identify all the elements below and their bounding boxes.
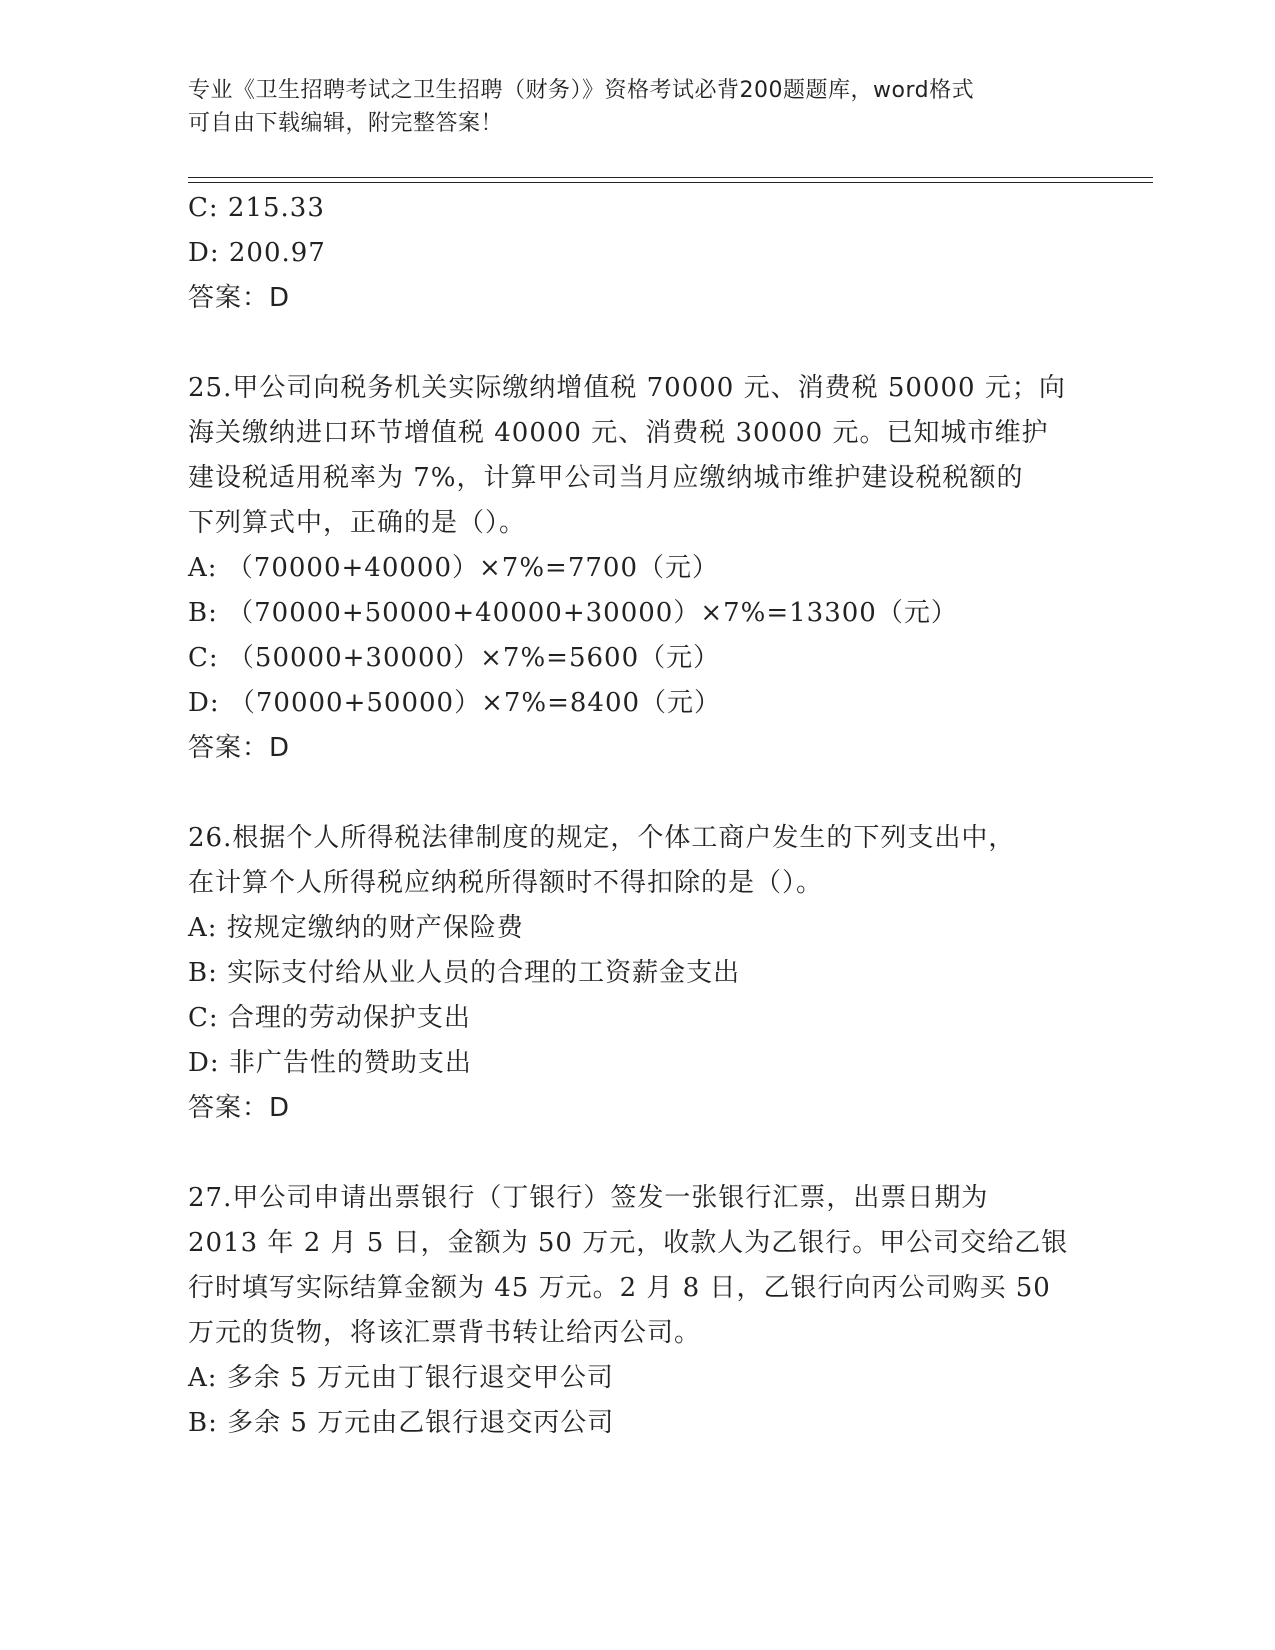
q26-stem-line-2: 在计算个人所得税应纳税所得额时不得扣除的是（）。 bbox=[188, 868, 824, 898]
document-header bbox=[188, 74, 1088, 140]
q26-option-c: C: 合理的劳动保护支出 bbox=[188, 1003, 471, 1033]
q25-option-d: D: （70000+50000）×7%=8400（元） bbox=[188, 688, 722, 718]
header-line-2: 可自由下载编辑，附完整答案！ bbox=[188, 111, 504, 136]
q26-stem-line-1: 26.根据个人所得税法律制度的规定，个体工商户发生的下列支出中， bbox=[188, 823, 1016, 853]
header-line-1: 专业《卫生招聘考试之卫生招聘（财务）》资格考试必背200题题库，word格式 bbox=[188, 78, 975, 103]
header-rule-bottom bbox=[188, 182, 1153, 183]
q26-answer: 答案：D bbox=[188, 1093, 291, 1123]
q26-option-d: D: 非广告性的赞助支出 bbox=[188, 1048, 472, 1078]
q27-option-b: B: 多余 5 万元由乙银行退交丙公司 bbox=[188, 1408, 615, 1438]
q26-option-a: A: 按规定缴纳的财产保险费 bbox=[188, 913, 524, 943]
q27-stem-line-4: 万元的货物，将该汇票背书转让给丙公司。 bbox=[188, 1318, 702, 1348]
q24-answer: 答案：D bbox=[188, 283, 291, 313]
q25-option-b: B: （70000+50000+40000+30000）×7%=13300（元） bbox=[188, 598, 958, 628]
q27-option-a: A: 多余 5 万元由丁银行退交甲公司 bbox=[188, 1363, 614, 1393]
q26-option-b: B: 实际支付给从业人员的合理的工资薪金支出 bbox=[188, 958, 741, 988]
q25-answer: 答案：D bbox=[188, 733, 291, 763]
q27-stem-line-1: 27.甲公司申请出票银行（丁银行）签发一张银行汇票，出票日期为 bbox=[188, 1183, 989, 1213]
q27-stem-line-2: 2013 年 2 月 5 日，金额为 50 万元，收款人为乙银行。甲公司交给乙银 bbox=[188, 1228, 1069, 1258]
q27-stem-line-3: 行时填写实际结算金额为 45 万元。2 月 8 日，乙银行向丙公司购买 50 bbox=[188, 1273, 1051, 1303]
q25-stem-line-1: 25.甲公司向税务机关实际缴纳增值税 70000 元、消费税 50000 元；向 bbox=[188, 373, 1066, 403]
q25-option-c: C: （50000+30000）×7%=5600（元） bbox=[188, 643, 721, 673]
q25-stem-line-4: 下列算式中，正确的是（）。 bbox=[188, 508, 527, 538]
q24-option-d: D: 200.97 bbox=[188, 238, 326, 268]
header-rule-top bbox=[188, 177, 1153, 178]
q24-option-c: C: 215.33 bbox=[188, 193, 325, 223]
q25-stem-line-2: 海关缴纳进口环节增值税 40000 元、消费税 30000 元。已知城市维护 bbox=[188, 418, 1049, 448]
q25-option-a: A: （70000+40000）×7%=7700（元） bbox=[188, 553, 719, 583]
q25-stem-line-3: 建设税适用税率为 7%，计算甲公司当月应缴纳城市维护建设税税额的 bbox=[188, 463, 1024, 493]
